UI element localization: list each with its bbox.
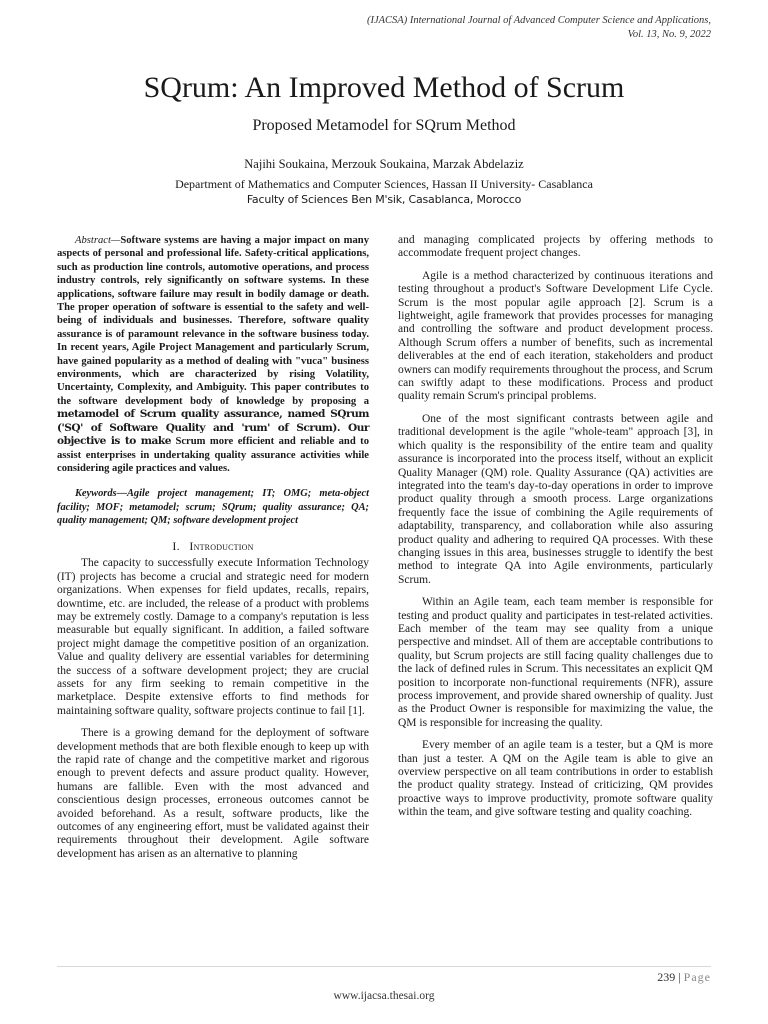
page-number <box>657 970 711 985</box>
page-label: Page <box>683 970 711 984</box>
abstract-tail: Scrum more efficient and reliable and to assist enterprises in undertaking quality assurance activities while considering agile practices and values. <box>57 436 370 474</box>
journal-name: (IJACSA) International Journal of Advanced Computer Science and Applications, <box>366 15 711 26</box>
section-heading-introduction <box>57 540 369 553</box>
abstract-lead: Abstract— <box>75 235 121 246</box>
abstract <box>57 234 369 475</box>
section-number: I. <box>172 538 180 553</box>
journal-website: www.ijacsa.thesai.org <box>333 990 435 1002</box>
paper-title: SQrum: An Improved Method of Scrum <box>143 71 625 104</box>
left-column <box>57 234 369 861</box>
body-paragraph: Agile is a method characterized by continuous iterations and testing throughout a product's Software Development Life Cycle. Scrum is the most popular agile approach [2]. Scrum is a lightweight, agile framework that provides processes for managing and controlling the software and product development process. Although Scrum offers a number of benefits, such as incremental deliverables at the end of each iteration, stakeholders and product owners can modify requirements throughout the process, and Scrum can swiftly adapt to these modifications. Process and product quality remain Scrum's principal problems. <box>398 269 713 403</box>
body-paragraph-continued: and managing complicated projects by offering methods to accommodate frequent project changes. <box>398 234 713 260</box>
body-paragraph: Within an Agile team, each team member is responsible for testing and product quality and participates in test-related activities. Each member of the team may see quality from a unique perspective and mindset. All of them are acceptable contributions to quality, but Scrum projects are still facing quality challenges due to the lack of defined rules in Scrum. This necessitates an explicit QM position to incorporate non-functional requirements (NFR), assure process improvement, and provide shared ownership of quality. Just as the Product Owner is responsible for maximizing the value, the QM is responsible for increasing the quality. <box>398 596 713 729</box>
abstract-body: Software systems are having a major impact on many aspects of personal and professional life. Safety-critical applications, such as production line controls, automotive operations, and process industry controls, rely significantly on software systems. In these applications, software failure may result in bodily damage or death. The proper operation of software is essential to the safety and well-being of individuals and businesses. Therefore, software quality assurance is of paramount relevance in the software business today. In recent years, Agile Project Management and particularly Scrum, have gained popularity as a method of dealing with "vuca" business environments, which are characterized by rising Volatility, Uncertainty, Complexity, and Ambiguity. This paper contributes to the software development body of knowledge by proposing a <box>57 235 369 407</box>
body-paragraph: There is a growing demand for the deployment of software development methods that are both flexible enough to keep up with the rapid rate of change and the competitive market and rigorous enough to prevent defects and assure product quality. However, humans are fallible. Even with the most advanced and conscientious design processes, erroneous outcomes cannot be avoided beforehand. As a result, software products, like the outcomes of any engineering effort, must be validated against their requirements throughout their development. Agile software development has arisen as an alternative to planning <box>57 727 369 860</box>
body-paragraph: One of the most significant contrasts between agile and traditional development is the agile "whole-team" approach [3], in which quality is the responsibility of the entire team and quality assurance is incorporated into the process itself, without an explicit Quality Manager (QM) role. Quality Assurance (QA) activities are integrated into the team's day-to-day operations in order to improve product quality through a smooth process. Large organizations frequently face the issue of combining the Agile requirements of adaptability, transparency, and collaboration while also assuring product quality and adhering to required QA processes. With these changing issues in this area, businesses struggle to identify the best method to integrate QA into Agile environments, particularly Scrum. <box>398 412 713 586</box>
abstract-odd-font-segment: metamodel of Scrum quality assurance, named SQrum ('SQ' of Software Quality and 'rum' of Scrum). Our objective is to make <box>57 408 369 448</box>
affiliation-department: Department of Mathematics and Computer Sciences, Hassan II University- Casablanca <box>175 177 593 191</box>
section-title: Introduction <box>189 538 254 553</box>
keywords: Keywords—Agile project management; IT; OMG; meta-object facility; MOF; metamodel; scrum; SQrum; quality assurance; QA; quality management; QM; software development project <box>57 488 369 526</box>
page-number-value: 239 <box>657 970 676 984</box>
journal-header <box>291 14 711 42</box>
author-list: Najihi Soukaina, Merzouk Soukaina, Marzak Abdelaziz <box>244 157 524 171</box>
right-column <box>398 234 713 820</box>
page-separator: | <box>678 970 681 984</box>
body-paragraph: Every member of an agile team is a tester, but a QM is more than just a tester. A QM on the Agile team is able to give an overview perspective on all team contributions in order to establish the product quality strategy. Instead of criticizing, QM provides proactive ways to improve productivity, promote software quality within the team, and give software testing and quality coaching. <box>398 739 713 819</box>
body-paragraph: The capacity to successfully execute Information Technology (IT) projects has become a crucial and strategic need for modern organizations. When expenses for field updates, recalls, repairs, downtime, etc. are included, the release of a product with problems may be extremely costly. Damage to a company's reputation is less measurable but equally significant. In addition, a failed software project might damage the competitive position of an organization. Value and quality delivery are essential variables for determining the success of a software development project; they are crucial assets for any firm seeking to remain competitive in the marketplace. Despite extensive efforts to find methods for maintaining software quality, software projects continue to fail [1]. <box>57 557 369 717</box>
paper-subtitle: Proposed Metamodel for SQrum Method <box>252 117 516 134</box>
footer-divider <box>57 966 711 967</box>
affiliation-faculty: Faculty of Sciences Ben M'sik, Casablanca, Morocco <box>246 193 522 206</box>
journal-volume: Vol. 13, No. 9, 2022 <box>627 29 711 40</box>
